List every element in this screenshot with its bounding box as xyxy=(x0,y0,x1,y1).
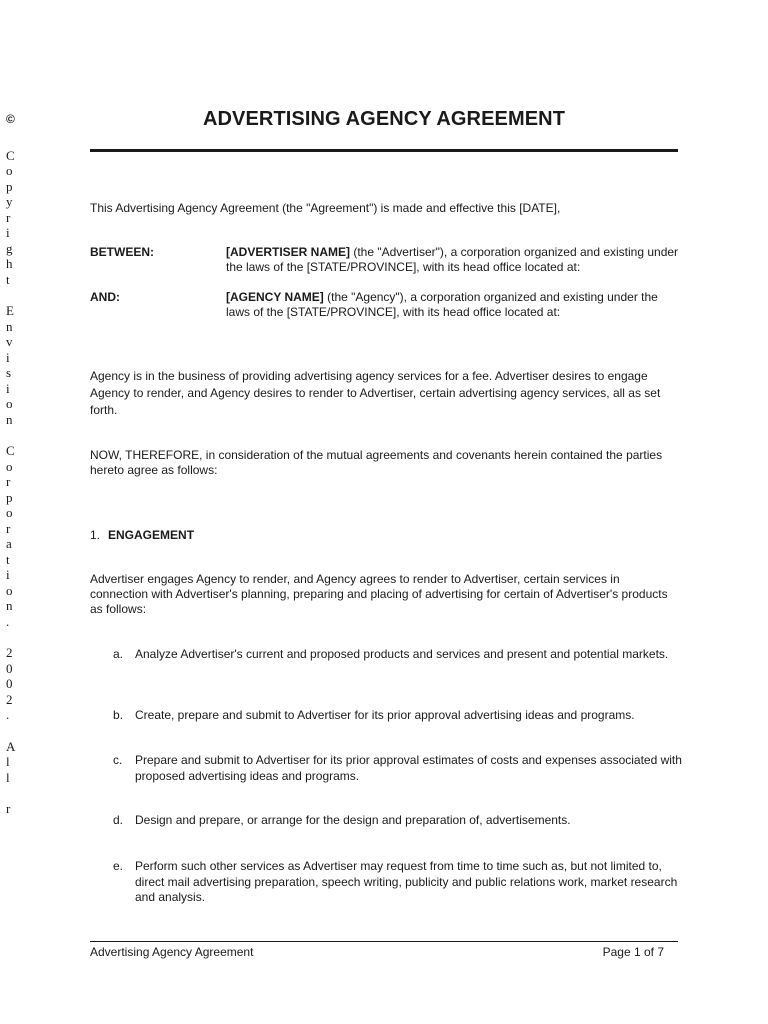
strip-char: n xyxy=(6,411,13,427)
strip-char: 2 xyxy=(6,645,13,660)
list-item xyxy=(113,753,683,784)
strip-char: A xyxy=(6,738,16,754)
vertical-copyright-strip xyxy=(6,112,28,817)
strip-char: o xyxy=(6,582,13,598)
strip-char: i xyxy=(6,349,10,365)
list-item xyxy=(113,647,683,663)
agency-description: (the "Agency"), a corporation organized and existing under the laws of the [STATE/PROVINCE], with its head office located at: xyxy=(226,290,658,319)
list-item-letter: b. xyxy=(113,708,124,722)
advertiser-name-placeholder: [ADVERTISER NAME] xyxy=(226,245,351,259)
title-divider xyxy=(90,149,678,152)
and-description xyxy=(226,290,680,320)
copyright-symbol: © xyxy=(6,112,15,126)
footer-page-number: Page 1 of 7 xyxy=(602,945,664,959)
section-paragraph: Advertiser engages Agency to render, and Agency agrees to render to Advertiser, certain services in connection with Advertiser's planning, preparing and placing of advertising for certain of Advertiser's products as follows: xyxy=(90,572,668,616)
list-item-letter: e. xyxy=(113,859,124,873)
list-item-text: Prepare and submit to Advertiser for its prior approval estimates of costs and expenses associated with proposed advertising ideas and programs. xyxy=(135,753,682,783)
strip-char: p xyxy=(6,178,13,194)
party-and xyxy=(90,290,680,320)
strip-char: E xyxy=(6,303,14,318)
list-item-text: Analyze Advertiser's current and proposed products and services and present and potential markets. xyxy=(135,647,669,661)
strip-char: l xyxy=(6,754,10,769)
party-between xyxy=(90,245,680,275)
list-item-letter: a. xyxy=(113,647,124,661)
strip-char: o xyxy=(6,163,13,178)
strip-char: r xyxy=(6,801,11,816)
list-item xyxy=(113,859,683,906)
section-heading xyxy=(90,528,194,542)
strip-char: 0 xyxy=(6,660,13,676)
between-description xyxy=(226,245,680,275)
list-item-text: Perform such other services as Advertiser may request from time to time such as, but not limited to, direct mail advertising preparation, speech writing, publicity and public relations work, market research and analysis. xyxy=(135,859,678,904)
strip-char: i xyxy=(6,225,10,240)
strip-char: l xyxy=(6,769,10,785)
strip-char: h xyxy=(6,256,13,271)
strip-char: 2 xyxy=(6,691,13,707)
strip-char: o xyxy=(6,505,13,520)
intro-paragraph: This Advertising Agency Agreement (the "Agreement") is made and effective this [DATE], xyxy=(90,201,561,215)
document-title: ADVERTISING AGENCY AGREEMENT xyxy=(202,108,566,130)
section-number: 1. xyxy=(90,528,101,542)
list-item-letter: d. xyxy=(113,813,124,827)
list-item-text: Design and prepare, or arrange for the design and preparation of, advertisements. xyxy=(135,813,571,827)
strip-char: r xyxy=(6,209,11,225)
strip-char: a xyxy=(6,536,12,551)
strip-char: o xyxy=(6,458,13,474)
strip-char: g xyxy=(6,240,13,256)
recital-paragraph: Agency is in the business of providing advertising agency services for a fee. Advertiser desires to engage Agency to render, and Agency desires to render to Advertiser, certain advertising agency services, all as set forth. xyxy=(90,369,661,417)
strip-char: v xyxy=(6,334,13,349)
strip-char: i xyxy=(6,567,10,582)
strip-char: . xyxy=(6,613,10,629)
list-item-letter: c. xyxy=(113,753,123,767)
between-label: BETWEEN: xyxy=(90,245,154,259)
strip-char: C xyxy=(6,147,15,163)
strip-char: o xyxy=(6,396,13,411)
strip-char: r xyxy=(6,520,11,536)
therefore-paragraph: NOW, THEREFORE, in consideration of the mutual agreements and covenants herein contained the parties hereto agree as follows: xyxy=(90,448,663,477)
section-title: ENGAGEMENT xyxy=(108,528,195,542)
strip-char: . xyxy=(6,707,10,722)
list-item xyxy=(113,813,683,829)
strip-char: p xyxy=(6,489,13,505)
agency-name-placeholder: [AGENCY NAME] xyxy=(226,290,324,304)
advertiser-description: (the "Advertiser"), a corporation organized and existing under the laws of the [STATE/PROVINCE], with its head office located at: xyxy=(226,245,679,274)
footer-divider xyxy=(90,941,678,942)
strip-char: t xyxy=(6,271,10,287)
list-item xyxy=(113,708,683,724)
strip-char: n xyxy=(6,318,13,334)
strip-char: n xyxy=(6,598,13,613)
list-item-text: Create, prepare and submit to Advertiser for its prior approval advertising ideas and programs. xyxy=(135,708,635,722)
strip-char: y xyxy=(6,194,13,209)
strip-char: s xyxy=(6,365,12,380)
strip-char: i xyxy=(6,380,10,396)
strip-char: 0 xyxy=(6,676,13,691)
footer-document-name: Advertising Agency Agreement xyxy=(90,945,254,959)
strip-char: t xyxy=(6,551,10,567)
strip-char: C xyxy=(6,443,15,458)
and-label: AND: xyxy=(90,290,120,304)
strip-char: r xyxy=(6,474,11,489)
